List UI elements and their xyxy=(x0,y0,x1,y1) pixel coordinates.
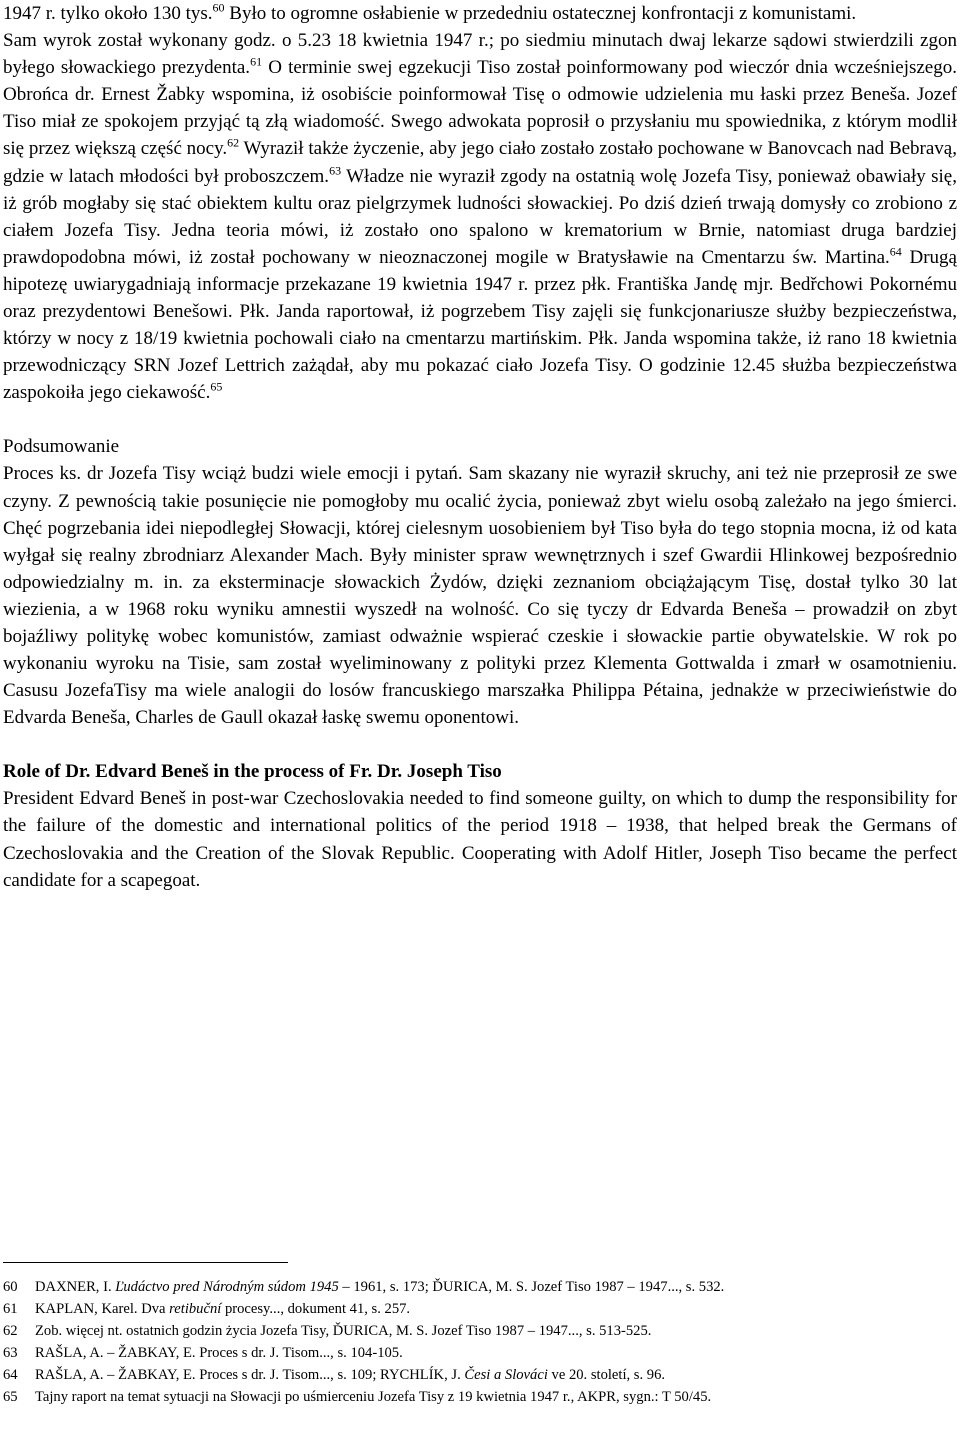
paragraph-gap xyxy=(3,406,957,433)
paragraph-1 xyxy=(3,0,957,27)
summary-paragraph: Proces ks. dr Jozefa Tisy wciąż budzi wiele emocji i pytań. Sam skazany nie wyraził skruchy, ani też nie przeprosił ze swe czyny. Z pewnością takie posunięcie nie pomogłoby mu ocalić życia, ponieważ zbyt wielu osobą zależało na jego śmierci. Chęć pogrzebania idei niepodległej Słowacji, której cielesnym uosobieniem był Tiso była do tego stopnia mocna, iż od kata wyłgał się realny zbrodniarz Alexander Mach. Były minister spraw wewnętrznych i szef Gwardii Hlinkowej bezpośrednio odpowiedzialny m. in. za eksterminacje słowackich Żydów, dzięki zeznaniom obciążającym Tisę, dostał tylko 30 lat wiezienia, a w 1968 roku wyniku amnestii wyszedł na wolność. Co się tyczy dr Edvarda Beneša – prowadził on zbyt bojaźliwy politykę wobec komunistów, zamiast odważnie wspierać czeskie i słowackie partie obywatelskie. W rok po wykonaniu wyroku na Tisie, sam został wyeliminowany z polityki przez Klementa Gottwalda i zmarł w osamotnieniu. Casusu JozefaTisy ma wiele analogii do losów francuskiego marszałka Philippa Pétaina, jednakże w przeciwieństwie do Edvarda Beneša, Charles de Gaull okazał łaskę swemu oponentowi. xyxy=(3,463,957,729)
text-run: KAPLAN, Karel. Dva xyxy=(35,1301,170,1317)
footnote-number: 62 xyxy=(3,1323,18,1339)
text-run: DAXNER, I. xyxy=(35,1279,116,1295)
italic-title: Ľudáctvo pred Národným súdom 1945 xyxy=(115,1279,339,1295)
footnote-ref-63[interactable]: 63 xyxy=(329,163,342,178)
footnote-text xyxy=(35,1342,955,1364)
english-heading: Role of Dr. Edvard Beneš in the process of Fr. Dr. Joseph Tiso xyxy=(3,761,502,783)
footnote-61 xyxy=(3,1298,955,1320)
text-run: O terminie swej egzekucji Tiso został poinformowany pod wieczór dnia wcześniejszego. Obrońca dr. Ernest Žabky wspomina, iż osobiście poinformował Tisę o odmowie udzielenia mu łaski przez Beneša. Jozef Tiso miał ze spokojem przyjąć tą złą wiadomość. Swego adwokata poprosił o przysłaniu mu spowiednika, z którym modlił się przez większą część nocy. xyxy=(3,57,957,160)
text-run: RAŠLA, A. – ŽABKAY, E. Proces s dr. J. Tisom..., s. 109; RYCHLÍK, J. xyxy=(35,1367,465,1383)
footnote-ref-62[interactable]: 62 xyxy=(227,136,240,151)
text-run: Tajny raport na temat sytuacji na Słowacji po uśmierceniu Jozefa Tisy z 19 kwietnia 1947 r., AKPR, sygn.: T 50/45. xyxy=(35,1389,712,1405)
footnote-60 xyxy=(3,1276,955,1298)
footnotes xyxy=(3,1276,955,1408)
text-run: ve 20. století, s. 96. xyxy=(547,1367,666,1383)
footnote-ref-65[interactable]: 65 xyxy=(210,379,223,394)
text-run: Zob. więcej nt. ostatnich godzin życia Jozefa Tisy, ĎURICA, M. S. Jozef Tiso 1987 – 1947..., s. 513-525. xyxy=(35,1323,652,1339)
english-paragraph: President Edvard Beneš in post-war Czechoslovakia needed to find someone guilty, on which to dump the responsibility for the failure of the domestic and international politics of the period 1918 – 1938, that helped break the Germans of Czechoslovakia and the Creation of the Slovak Republic. Cooperating with Adolf Hitler, Joseph Tiso became the perfect candidate for a scapegoat. xyxy=(3,788,957,891)
footnote-ref-61[interactable]: 61 xyxy=(250,54,263,69)
footnote-text xyxy=(35,1386,955,1408)
summary-heading: Podsumowanie xyxy=(3,436,120,458)
italic-title: retibuční xyxy=(169,1301,222,1317)
footnote-ref-60[interactable]: 60 xyxy=(212,0,225,15)
footnote-text xyxy=(35,1320,955,1342)
footnote-separator xyxy=(3,1262,288,1263)
footnote-text xyxy=(35,1276,955,1298)
text-run: procesy..., dokument 41, s. 257. xyxy=(221,1301,411,1317)
footnote-63 xyxy=(3,1342,955,1364)
footnote-number: 61 xyxy=(3,1301,18,1317)
footnote-65 xyxy=(3,1386,955,1408)
text-run: Sam wyrok został wykonany godz. o 5.23 18 kwietnia 1947 r.; po siedmiu minutach dwaj lekarze sądowi stwierdzili zgon byłego słowackiego prezydenta. xyxy=(3,30,957,79)
paragraph-gap xyxy=(3,731,957,758)
footnote-number: 64 xyxy=(3,1367,18,1383)
footnote-number: 63 xyxy=(3,1345,18,1361)
text-run: RAŠLA, A. – ŽABKAY, E. Proces s dr. J. Tisom..., s. 104-105. xyxy=(35,1345,403,1361)
text-run: Drugą hipotezę uwiarygadniają informacje przekazane 19 kwietnia 1947 r. przez płk. Františka Jandę mjr. Bedřchowi Pokornému oraz prezydentowi Benešowi. Płk. Janda raportował, iż pogrzebem Tisy zajęli się funkcjonariusze służby bezpieczeństwa, którzy w nocy z 18/19 kwietnia pochowali ciało na cmentarzu martińskim. Płk. Janda wspomina także, iż rano 18 kwietnia przewodniczący SRN Jozef Lettrich zażądał, aby mu pokazać ciało Jozefa Tisy. O godzinie 12.45 służba bezpieczeństwa zaspokoiła jego ciekawość. xyxy=(3,246,957,404)
italic-title: Česi a Slováci xyxy=(464,1367,548,1383)
main-text xyxy=(3,0,957,894)
footnote-number: 60 xyxy=(3,1279,18,1295)
text-run: Było to ogromne osłabienie w przededniu ostatecznej konfrontacji z komunistami. xyxy=(224,3,857,24)
footnote-text xyxy=(35,1364,955,1386)
footnote-ref-64[interactable]: 64 xyxy=(889,244,902,259)
text-run: – 1961, s. 173; ĎURICA, M. S. Jozef Tiso 1987 – 1947..., s. 532. xyxy=(338,1279,725,1295)
footnote-64 xyxy=(3,1364,955,1386)
text-run: Władze nie wyraził zgody na ostatnią wolę Jozefa Tisy, ponieważ obawiały się, iż grób mogłaby się stać obiektem kultu oraz pielgrzymek ludności słowackiej. Po dziś dzień trwają domysły co zrobiono z ciałem Jozefa Tisy. Jedna teoria mówi, iż zostało ono spalono w krematorium w Brnie, natomiast druga bardziej prawdopodobna mówi, iż został pochowany w nieoznaczonej mogile w Bratysławie na Cmentarzu św. Martina. xyxy=(3,165,957,268)
footnote-text xyxy=(35,1298,955,1320)
text-run: 1947 r. tylko około 130 tys. xyxy=(3,3,213,24)
footnote-number: 65 xyxy=(3,1389,18,1405)
footnote-62 xyxy=(3,1320,955,1342)
text-run: Wyraził także życzenie, aby jego ciało zostało zostało pochowane w Banovcach nad Bebravą, gdzie w latach młodości był proboszczem. xyxy=(3,138,957,187)
paragraph-2 xyxy=(3,27,957,406)
